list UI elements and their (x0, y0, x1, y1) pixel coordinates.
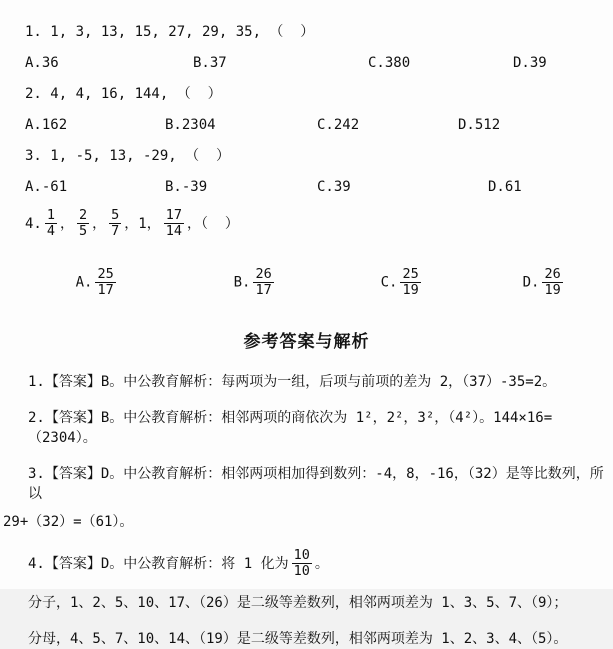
answer-2: 2.【答案】B。中公教育解析：相邻两项的商依次为 1²，2²，3²，（4²）。144×16=（2304）。 (28, 410, 553, 446)
question-3-options (25, 177, 613, 197)
answer-4-line1 (28, 548, 605, 579)
question-4-number: 4. (25, 215, 42, 232)
option-4c: C. $\frac{25}{19}$ (380, 266, 419, 298)
fraction: $\frac{25}{19}$ (402, 266, 419, 298)
question-2-options (25, 115, 613, 135)
fraction: $\frac{10}{10}$ (293, 547, 310, 579)
answer-4-text: 4.【答案】D。中公教育解析：将 1 化为 (28, 555, 289, 572)
option-3c: C.39 (317, 179, 351, 195)
question-1-text: 1. 1, 3, 13, 15, 27, 29, 35, （ ） (25, 24, 315, 40)
separator: ，1， (124, 215, 161, 232)
question-4-text (25, 208, 613, 239)
answers-section-title: 参考答案与解析 (243, 332, 370, 352)
answer-4-line2: 分子，1、2、5、10、17、（26）是二级等差数列，相邻两项差为 1、3、5、7、（9）； (28, 595, 568, 611)
option-1c: C.380 (368, 55, 411, 71)
answer-3-line1: 3.【答案】D。中公教育解析：相邻两项相加得到数列：-4，8，-16，（32）是等比数列，所以 (28, 466, 604, 502)
option-1d: D.39 (513, 55, 547, 71)
option-3d: D.61 (488, 179, 522, 195)
question-1-options (25, 53, 613, 73)
option-3b: B.-39 (165, 179, 208, 195)
fraction: $\frac{5}{7}$ (111, 207, 120, 239)
question-4-options (25, 247, 613, 318)
fraction: $\frac{25}{17}$ (97, 266, 114, 298)
option-4a: A. $\frac{25}{17}$ (75, 266, 114, 298)
separator: ， (60, 215, 74, 232)
option-1a: A.36 (25, 55, 59, 71)
answer-4-line3: 分母，4、5、7、10、14、（19）是二级等差数列，相邻两项差为 1、2、3、4、（5）。 (28, 631, 568, 647)
option-3a: A.-61 (25, 179, 68, 195)
option-2a: A.162 (25, 117, 68, 133)
option-2d: D.512 (458, 117, 501, 133)
answer-3-line2: 29+（32）=（61）。 (3, 514, 134, 530)
question-2-text: 2. 4, 4, 16, 144, （ ） (25, 86, 222, 102)
fraction: $\frac{26}{17}$ (255, 266, 272, 298)
separator: ，（ ） (186, 215, 239, 232)
option-4b: B. $\frac{26}{17}$ (233, 266, 272, 298)
answer-1: 1.【答案】B。中公教育解析：每两项为一组，后项与前项的差为 2，（37）-35=2。 (28, 374, 557, 390)
fraction: $\frac{26}{19}$ (544, 266, 561, 298)
fraction: $\frac{1}{4}$ (46, 207, 55, 239)
fraction: $\frac{2}{5}$ (79, 207, 88, 239)
option-2c: C.242 (317, 117, 360, 133)
question-3-text: 3. 1, -5, 13, -29, （ ） (25, 148, 231, 164)
option-2b: B.2304 (165, 117, 216, 133)
option-1b: B.37 (193, 55, 227, 71)
answer-4-period: 。 (314, 555, 329, 572)
option-4d: D. $\frac{26}{19}$ (522, 266, 561, 298)
separator: ， (92, 215, 107, 232)
fraction: $\frac{17}{14}$ (165, 207, 182, 239)
